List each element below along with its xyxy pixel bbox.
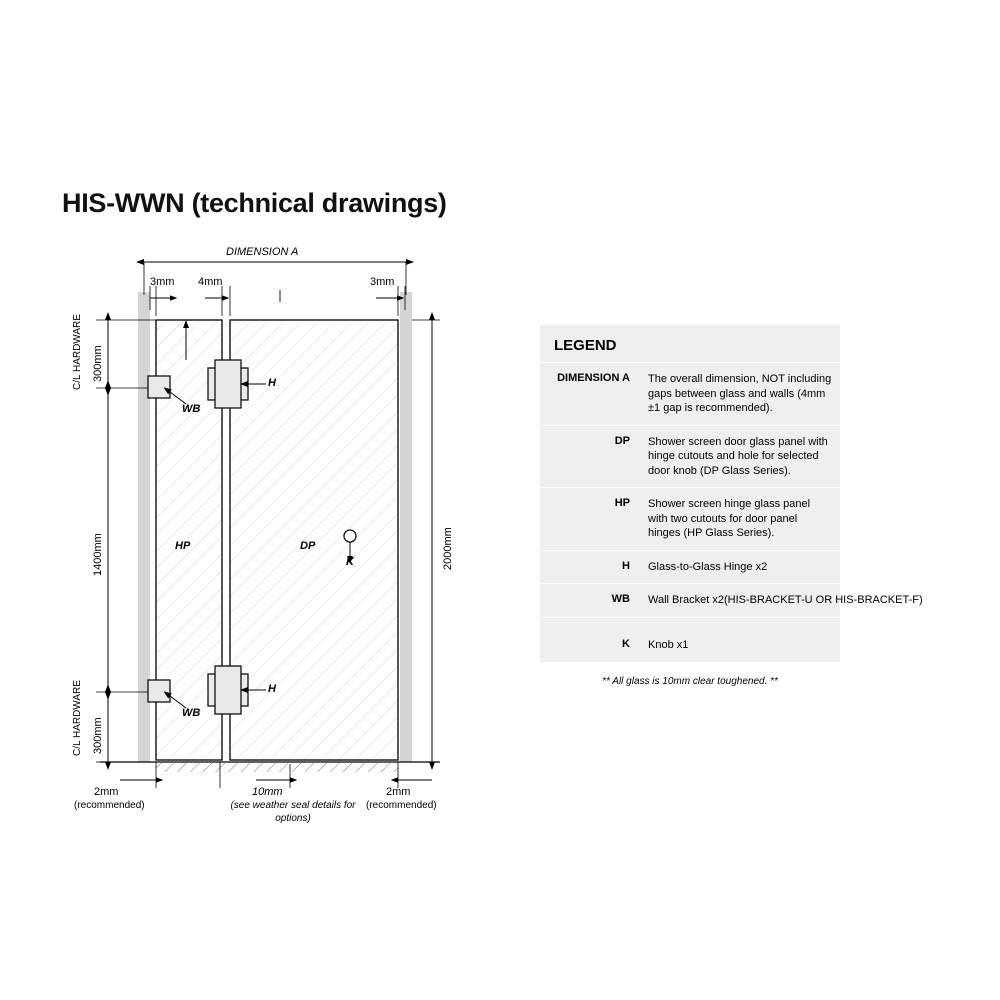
total-height-label: 2000mm — [442, 527, 454, 570]
panel-dp-label: DP — [300, 540, 316, 552]
legend-row — [540, 583, 923, 617]
floor-right-note: (recommended) — [366, 800, 437, 811]
middle-dim-label: 1400mm — [92, 533, 104, 576]
top-hardware-dim-label: 300mm — [92, 345, 104, 382]
cl-hardware-top-label: C/L HARDWARE — [72, 314, 83, 390]
hinge-top-label: H — [268, 377, 276, 389]
floor-hatch — [156, 763, 398, 772]
dimension-a-label: DIMENSION A — [226, 246, 299, 258]
gap-left-wall-label: 3mm — [150, 276, 175, 288]
knob-label: K — [346, 556, 354, 568]
bottom-hardware-dim-label: 300mm — [92, 717, 104, 754]
panel-hp-label: HP — [175, 540, 191, 552]
legend-note: ** All glass is 10mm clear toughened. ** — [540, 662, 840, 697]
page-title: HIS-WWN (technical drawings) — [62, 188, 447, 218]
floor-center-note: (see weather seal details for options) — [230, 800, 356, 824]
legend-row — [540, 487, 840, 550]
legend-key: DIMENSION A — [557, 372, 630, 384]
legend-desc: The overall dimension, NOT including gaps between glass and walls (4mm ±1 gap is recommended). — [648, 373, 832, 415]
floor-right-gap-label: 2mm — [386, 786, 411, 798]
gap-right-wall-label: 3mm — [370, 276, 395, 288]
legend-row — [540, 362, 840, 425]
cl-hardware-bottom-label: C/L HARDWARE — [72, 680, 83, 756]
legend-panel — [540, 325, 923, 697]
legend-desc: Shower screen hinge glass panel with two cutouts for door panel hinges (HP Glass Series). — [648, 498, 811, 540]
floor-center-gap-label: 10mm — [252, 786, 283, 798]
floor-left-note: (recommended) — [74, 800, 145, 811]
legend-row — [540, 550, 840, 584]
wall-bracket-bottom — [148, 680, 170, 702]
legend-key: H — [622, 559, 630, 572]
wall-right — [400, 292, 412, 762]
legend-desc: Glass-to-Glass Hinge x2 — [648, 560, 768, 573]
wall-bracket-bottom-label: WB — [182, 707, 201, 719]
gap-between-glass-label: 4mm — [198, 276, 223, 288]
technical-drawing — [60, 240, 480, 840]
legend-key: WB — [611, 593, 630, 606]
drawing-svg — [60, 240, 480, 840]
legend-row — [540, 617, 840, 662]
wall-bracket-top-label: WB — [182, 403, 201, 415]
legend-title: LEGEND — [554, 337, 617, 354]
legend-row — [540, 425, 840, 488]
legend-desc: Shower screen door glass panel with hinge cutouts and hole for selected door knob (DP Glass Series). — [648, 435, 828, 477]
legend-desc: Knob x1 — [648, 638, 689, 651]
legend-key: DP — [614, 434, 630, 447]
hinge-bottom-label: H — [268, 683, 276, 695]
legend-key: K — [622, 637, 630, 650]
floor-left-gap-label: 2mm — [94, 786, 119, 798]
legend-key: HP — [614, 497, 630, 510]
wall-bracket-top — [148, 376, 170, 398]
legend-desc: Wall Bracket x2(HIS-BRACKET-U OR HIS-BRACKET-F) — [648, 594, 923, 607]
